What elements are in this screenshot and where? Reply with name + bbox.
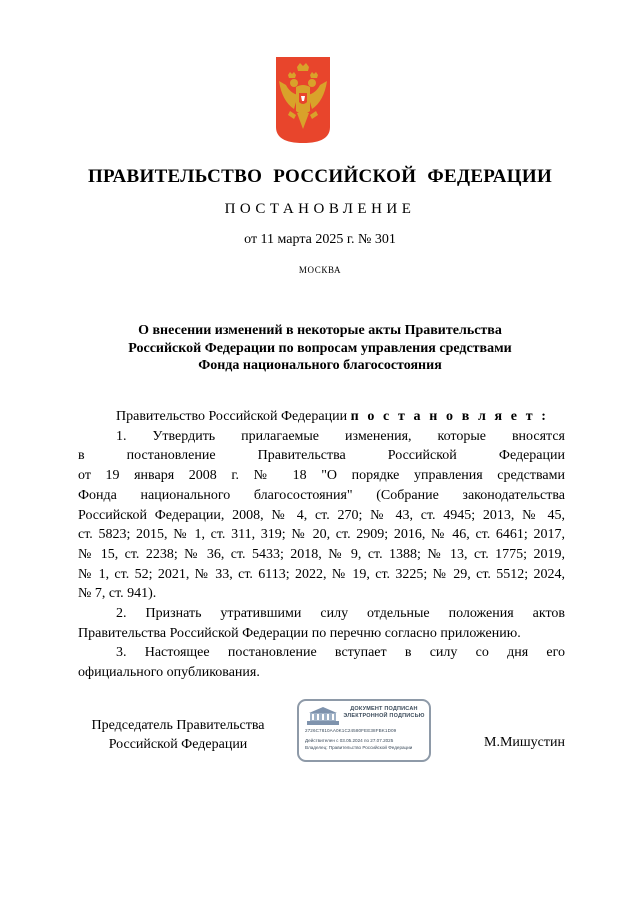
item1-line: ст. 5823; 2015, № 1, ст. 311, 319; № 20, ст. 2909; 2016, № 46, ст. 6461; 2017, [78,527,565,543]
item1-line: 1. Утвердить прилагаемые изменения, которые вносятся [116,428,565,444]
document-subject [80,322,560,375]
item1-line: от 19 января 2008 г. № 18 "О порядке управления средствами [78,468,565,484]
item2-line: Правительства Российской Федерации по перечню согласно приложению. [78,625,521,641]
stamp-title-line: ДОКУМЕНТ ПОДПИСАН [350,706,418,712]
item1-line: № 1, ст. 52; 2021, № 33, ст. 6113; 2022, № 19, ст. 3225; № 29, ст. 5512; 2024, [78,566,565,582]
document-body [78,407,565,683]
stamp-title [341,706,427,720]
subject-line: Российской Федерации по вопросам управления средствами [128,340,512,356]
stamp-certificate: 2726C7810AA0K1C24580FEE38FBK1D09 [305,728,397,733]
item3-line: официального опубликования. [78,665,260,681]
signatory-position [78,716,278,754]
stamp-validity: Действителен с 03.05.2024 по 27.07.2025 [305,738,394,743]
stamp-owner: Владелец: Правительство Российской Федерации [305,745,413,750]
subject-line: Фонда национального благосостояния [198,358,442,373]
item2-line: 2. Признать утратившими силу отдельные положения актов [116,606,565,622]
item1-line: в постановление Правительства Российской Федерации [78,448,565,464]
document-city: МОСКВА [298,265,342,275]
signatory-position-line: Председатель Правительства [91,718,265,733]
electronic-signature-stamp [297,699,431,762]
signatory-position-line: Российской Федерации [108,737,248,752]
item1-line: № 7, ст. 941). [78,586,157,602]
e-signature-building-icon [307,707,339,725]
preamble-text: Правительство Российской Федерации [116,409,348,424]
signatory-name: М.Мишустин [484,735,565,750]
item1-line: Российской Федерации, 2008, № 4, ст. 270; № 43, ст. 4945; 2013, № 45, [78,507,565,523]
russian-coat-of-arms-icon [276,57,330,143]
preamble-decree-word: п о с т а н о в л я е т : [350,409,549,424]
document-type: ПОСТАНОВЛЕНИЕ [224,201,416,217]
item1-line: Фонда национального благосостояния" (Собрание законодательства [78,487,565,503]
item1-line: № 15, ст. 2238; № 36, ст. 5433; 2018, № 9, ст. 1388; № 13, ст. 1775; 2019, [78,546,565,562]
stamp-title-line: ЭЛЕКТРОННОЙ ПОДПИСЬЮ [343,713,425,719]
document-date-number: от 11 марта 2025 г. № 301 [244,232,396,247]
preamble [78,407,565,427]
government-title: ПРАВИТЕЛЬСТВО РОССИЙСКОЙ ФЕДЕРАЦИИ [87,166,553,187]
item3-line: 3. Настоящее постановление вступает в силу со дня его [116,645,565,661]
subject-line: О внесении изменений в некоторые акты Правительства [138,323,502,338]
